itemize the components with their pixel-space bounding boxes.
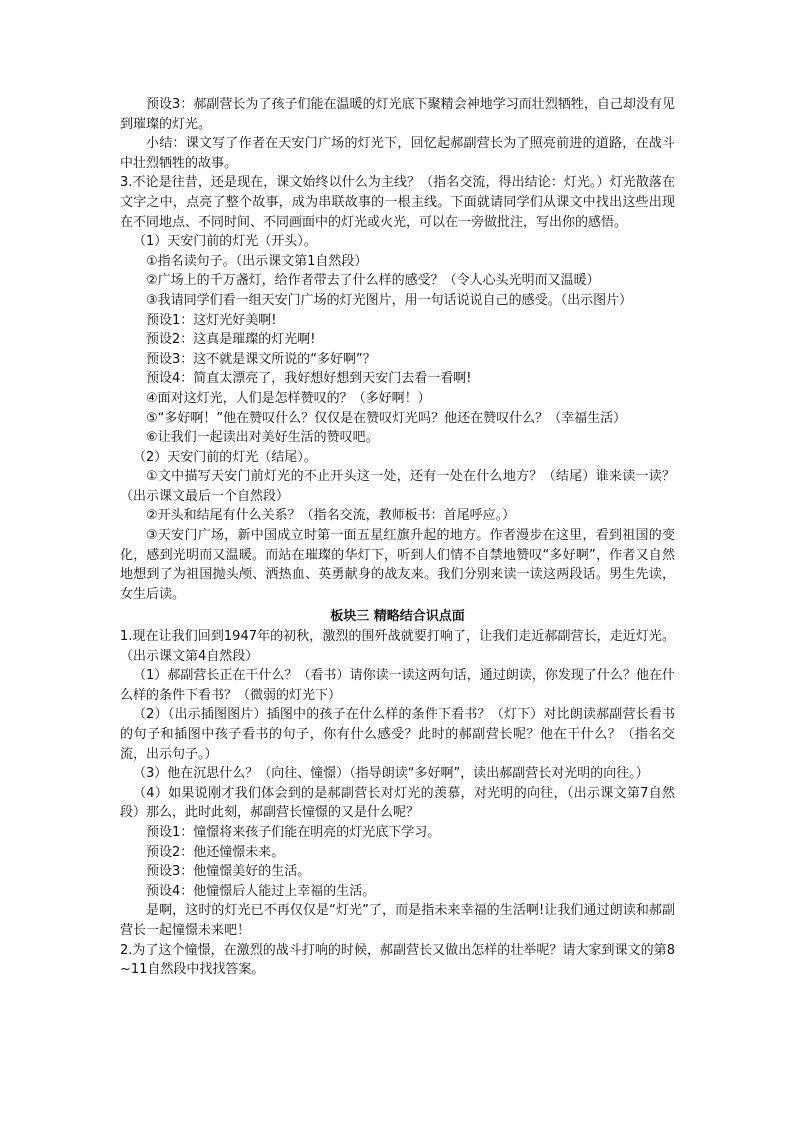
paragraph: 预设3：郝副营长为了孩子们能在温暖的灯光底下聚精会神地学习而壮烈牺牲，自己却没有见到璀璨的灯光。 — [120, 97, 675, 132]
paragraph: 小结：课文写了作者在天安门广场的灯光下，回忆起郝副营长为了照亮前进的道路，在战斗中壮烈牺牲的故事。 — [120, 136, 675, 171]
paragraph: 预设2：他还憧憬未来。 — [146, 844, 285, 860]
paragraph: （2）（出示插图图片）插图中的孩子在什么样的条件下看书？（灯下）对比朗读郝副营长看书的句子和插图中孩子看书的句子，你有什么感受？此时的郝副营长呢？他在干什么？（指名交流，出示句子。） — [120, 707, 675, 762]
paragraph: （1）天安门前的灯光（开头）。 — [133, 234, 317, 250]
paragraph: ①文中描写天安门前灯光的不止开头这一处，还有一处在什么地方？（结尾）谁来读一读？（出示课文最后一个自然段） — [120, 469, 675, 504]
paragraph: ③我请同学们看一组天安门广场的灯光图片，用一句话说说自己的感受。（出示图片） — [146, 292, 633, 308]
document-page — [120, 95, 675, 980]
section-heading: 板块三 精略结合识点面 — [330, 609, 465, 625]
paragraph: 1.现在让我们回到1947年的初秋，激烈的围歼战就要打响了，让我们走近郝副营长，走近灯光。（出示课文第4自然段） — [120, 629, 675, 664]
paragraph: 预设1：这灯光好美啊! — [146, 312, 277, 328]
paragraph: ③天安门广场，新中国成立时第一面五星红旗升起的地方。作者漫步在这里，看到祖国的变化，感到光明而又温暖。而站在璀璨的华灯下，听到人们情不自禁地赞叹“多好啊”，作者又自然地想到了为祖国抛头颅、洒热血、英勇献身的战友来。我们分别来读一读这两段话。男生先读，女生后读。 — [120, 528, 675, 602]
paragraph: ②广场上的千万盏灯，给作者带去了什么样的感受？（令人心头光明而又温暖） — [146, 273, 600, 289]
paragraph: ⑥让我们一起读出对美好生活的赞叹吧。 — [146, 430, 379, 446]
paragraph: （1）郝副营长正在干什么？（看书）请你读一读这两句话，通过朗读，你发现了什么？他在什么样的条件下看书？（微弱的灯光下） — [120, 668, 675, 703]
paragraph: 预设1：憧憬将来孩子们能在明亮的灯光底下学习。 — [146, 824, 441, 840]
paragraph: 预设4：他憧憬后人能过上幸福的生活。 — [146, 883, 376, 899]
paragraph: ⑤“多好啊！”他在赞叹什么？仅仅是在赞叹灯光吗？他还在赞叹什么？（幸福生活） — [146, 410, 627, 426]
paragraph: ②开头和结尾有什么关系？（指名交流，教师板书：首尾呼应。） — [146, 508, 516, 524]
paragraph: 预设4：简直太漂亮了，我好想好想到天安门去看一看啊! — [146, 371, 472, 387]
paragraph: 是啊，这时的灯光已不再仅仅是“灯光”了，而是指未来幸福的生活啊!让我们通过朗读和郝副营长一起憧憬未来吧！ — [120, 903, 675, 938]
paragraph: （3）他在沉思什么？（向往、憧憬）（指导朗读“多好啊”，读出郝副营长对光明的向往。） — [133, 766, 649, 782]
paragraph: 2.为了这个憧憬，在激烈的战斗打响的时候，郝副营长又做出怎样的壮举呢？请大家到课文的第8~11自然段中找找答案。 — [120, 942, 675, 978]
paragraph: 预设2：这真是璀璨的灯光啊! — [146, 332, 316, 348]
paragraph: （2）天安门前的灯光（结尾）。 — [133, 449, 317, 465]
paragraph: ①指名读句子。（出示课文第1自然段） — [146, 253, 368, 269]
paragraph: （4）如果说刚才我们体会到的是郝副营长对灯光的羡慕，对光明的向往，（出示课文第7自然段）那么，此时此刻，郝副营长憧憬的又是什么呢？ — [120, 785, 675, 821]
paragraph: ④面对这灯光，人们是怎样赞叹的？（多好啊！） — [146, 390, 431, 406]
paragraph: 预设3：他憧憬美好的生活。 — [146, 864, 311, 880]
paragraph: 3.不论是往昔，还是现在，课文始终以什么为主线？（指名交流，得出结论：灯光。）灯光散落在文字之中，点亮了整个故事，成为串联故事的一根主线。下面就请同学们从课文中找出这些出现在不同地点、不同时间、不同画面中的灯光或火光，可以在一旁做批注，写出你的感悟。 — [120, 175, 675, 230]
paragraph: 预设3：这不就是课文所说的“多好啊”？ — [146, 351, 376, 367]
